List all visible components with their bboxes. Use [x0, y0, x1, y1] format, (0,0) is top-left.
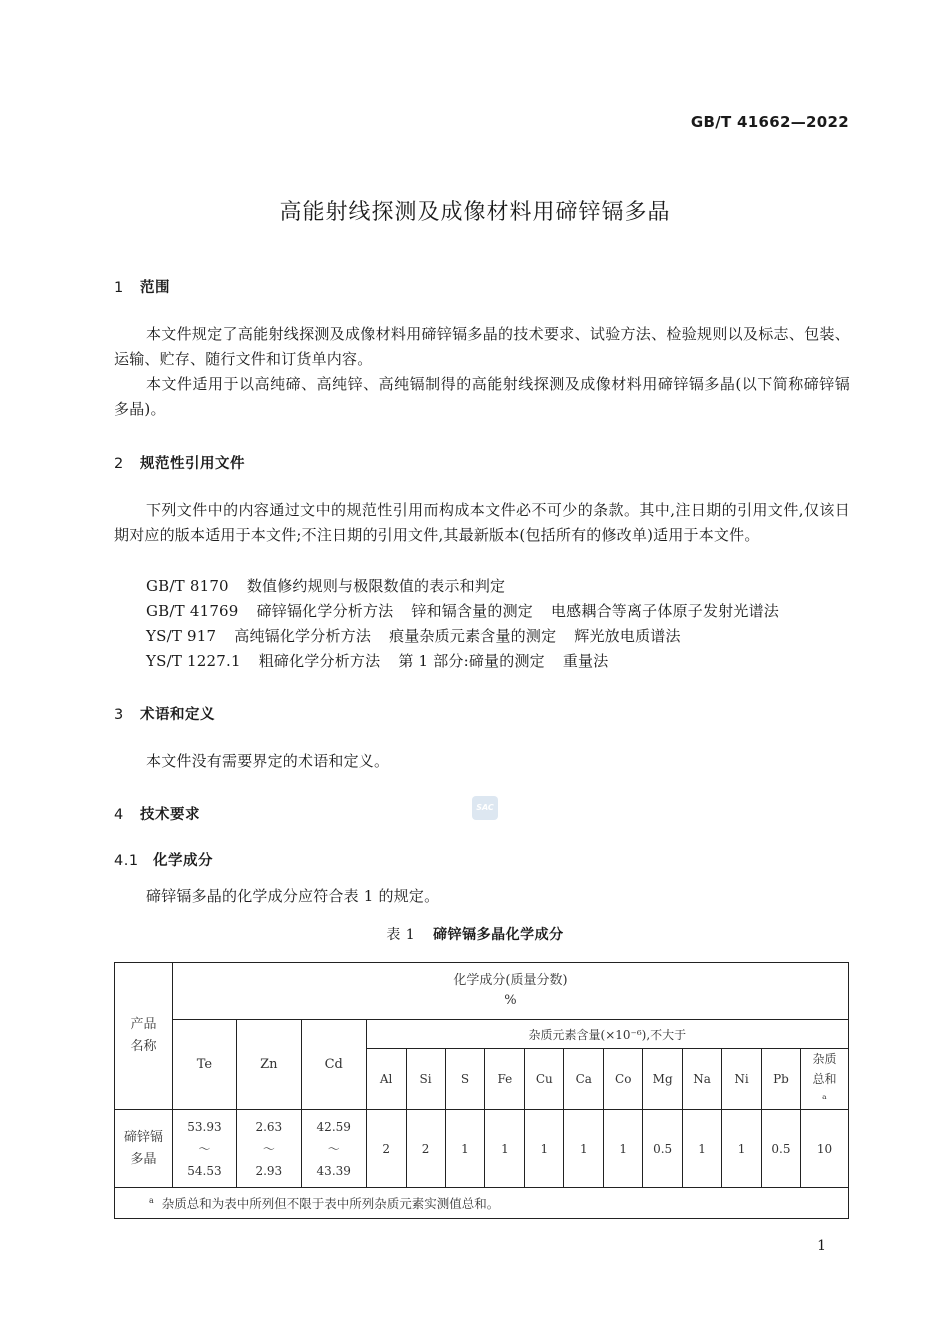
table-row	[115, 1110, 849, 1188]
reference-title: 高纯镉化学分析方法	[234, 627, 372, 645]
impurity-cell: 1	[485, 1110, 525, 1188]
reference-title: 辉光放电质谱法	[574, 627, 681, 645]
section-4-1-heading	[114, 849, 213, 870]
chemical-composition-table	[114, 962, 849, 1219]
page-number: 1	[817, 1238, 826, 1254]
product-name-cell: 碲锌镉多晶	[115, 1110, 173, 1188]
te-range-cell: 53.93 ～ 54.53	[172, 1110, 236, 1188]
composition-header: 化学成分(质量分数) %	[172, 963, 848, 1020]
impurity-cell: 0.5	[761, 1110, 800, 1188]
impurity-cell: 1	[564, 1110, 604, 1188]
section-title: 范围	[140, 280, 170, 296]
section-number: 4.1	[114, 853, 139, 869]
element-header: Co	[604, 1049, 643, 1110]
impurity-cell: 2	[406, 1110, 445, 1188]
section-2-body	[114, 498, 850, 548]
section-2-heading	[114, 452, 245, 473]
element-header: Cu	[525, 1049, 564, 1110]
table-footnote	[115, 1188, 849, 1219]
paragraph: 碲锌镉多晶的化学成分应符合表 1 的规定。	[146, 887, 440, 905]
section-number: 3	[114, 707, 124, 723]
document-title: 高能射线探测及成像材料用碲锌镉多晶	[279, 200, 671, 225]
impurity-cell: 1	[604, 1110, 643, 1188]
section-4-heading	[114, 803, 200, 824]
reference-code: YS/T 1227.1	[146, 652, 241, 670]
reference-code: GB/T 8170	[146, 577, 229, 595]
section-1-heading	[114, 276, 170, 297]
standard-code: GB/T 41662—2022	[690, 113, 849, 131]
paragraph: 下列文件中的内容通过文中的规范性引用而构成本文件必不可少的条款。其中,注日期的引用文件,仅该日期对应的版本适用于本文件;不注日期的引用文件,其最新版本(包括所有的修改单)适用于本文件。	[114, 501, 850, 544]
element-header: Na	[683, 1049, 722, 1110]
impurity-cell: 0.5	[643, 1110, 683, 1188]
reference-title: 数值修约规则与极限数值的表示和判定	[246, 577, 506, 595]
section-number: 1	[114, 280, 124, 296]
reference-title: 电感耦合等离子体原子发射光谱法	[550, 602, 779, 620]
section-3-heading	[114, 703, 215, 724]
product-name-header: 产品名称	[115, 963, 173, 1110]
reference-code: YS/T 917	[146, 627, 217, 645]
table-caption	[0, 924, 950, 944]
impurity-total-cell: 10	[800, 1110, 848, 1188]
section-title: 化学成分	[153, 853, 213, 869]
cd-range-cell: 42.59 ～ 43.39	[301, 1110, 366, 1188]
normative-reference	[146, 650, 608, 671]
paragraph: 本文件规定了高能射线探测及成像材料用碲锌镉多晶的技术要求、试验方法、检验规则以及标志、包装、运输、贮存、随行文件和订货单内容。	[114, 325, 850, 368]
impurity-header: 杂质元素含量(×10⁻⁶),不大于	[366, 1020, 848, 1049]
element-header: Al	[366, 1049, 406, 1110]
element-header-total: 杂质总和ᵃ	[800, 1049, 848, 1110]
paragraph: 本文件适用于以高纯碲、高纯锌、高纯镉制得的高能射线探测及成像材料用碲锌镉多晶(以下简称碲锌镉多晶)。	[114, 375, 850, 418]
table-title: 碲锌镉多晶化学成分	[433, 927, 564, 943]
impurity-cell: 1	[445, 1110, 485, 1188]
zn-range-cell: 2.63 ～ 2.93	[236, 1110, 301, 1188]
section-title: 规范性引用文件	[140, 456, 245, 472]
footnote-text: 杂质总和为表中所列但不限于表中所列杂质元素实测值总和。	[161, 1196, 500, 1211]
reference-title: 重量法	[562, 652, 609, 670]
section-number: 4	[114, 807, 124, 823]
table-label: 表 1	[386, 927, 416, 943]
reference-title: 锌和镉含量的测定	[411, 602, 533, 620]
reference-title: 痕量杂质元素含量的测定	[389, 627, 557, 645]
section-title: 术语和定义	[140, 707, 215, 723]
section-1-body	[114, 322, 850, 422]
element-header: Mg	[643, 1049, 683, 1110]
normative-reference	[146, 625, 681, 646]
reference-title: 粗碲化学分析方法	[258, 652, 381, 670]
element-header-zn: Zn	[236, 1020, 301, 1110]
sac-watermark-logo: SAC	[472, 796, 498, 820]
element-header: Fe	[485, 1049, 525, 1110]
impurity-cell: 1	[683, 1110, 722, 1188]
section-4-1-body	[114, 884, 850, 909]
element-header: Ni	[722, 1049, 762, 1110]
composition-unit: %	[504, 993, 517, 1008]
footnote-mark: a	[149, 1195, 154, 1205]
reference-code: GB/T 41769	[146, 602, 239, 620]
section-title: 技术要求	[140, 807, 200, 823]
element-header: Si	[406, 1049, 445, 1110]
element-header: S	[445, 1049, 485, 1110]
reference-title: 碲锌镉化学分析方法	[256, 602, 394, 620]
section-3-body	[114, 749, 850, 774]
reference-title: 第 1 部分:碲量的测定	[398, 652, 545, 670]
impurity-cell: 2	[366, 1110, 406, 1188]
element-header-cd: Cd	[301, 1020, 366, 1110]
paragraph: 本文件没有需要界定的术语和定义。	[146, 752, 390, 770]
element-header: Ca	[564, 1049, 604, 1110]
section-number: 2	[114, 456, 124, 472]
element-header: Pb	[761, 1049, 800, 1110]
normative-reference	[146, 600, 779, 621]
impurity-cell: 1	[525, 1110, 564, 1188]
normative-reference	[146, 575, 505, 596]
impurity-cell: 1	[722, 1110, 762, 1188]
element-header-te: Te	[172, 1020, 236, 1110]
